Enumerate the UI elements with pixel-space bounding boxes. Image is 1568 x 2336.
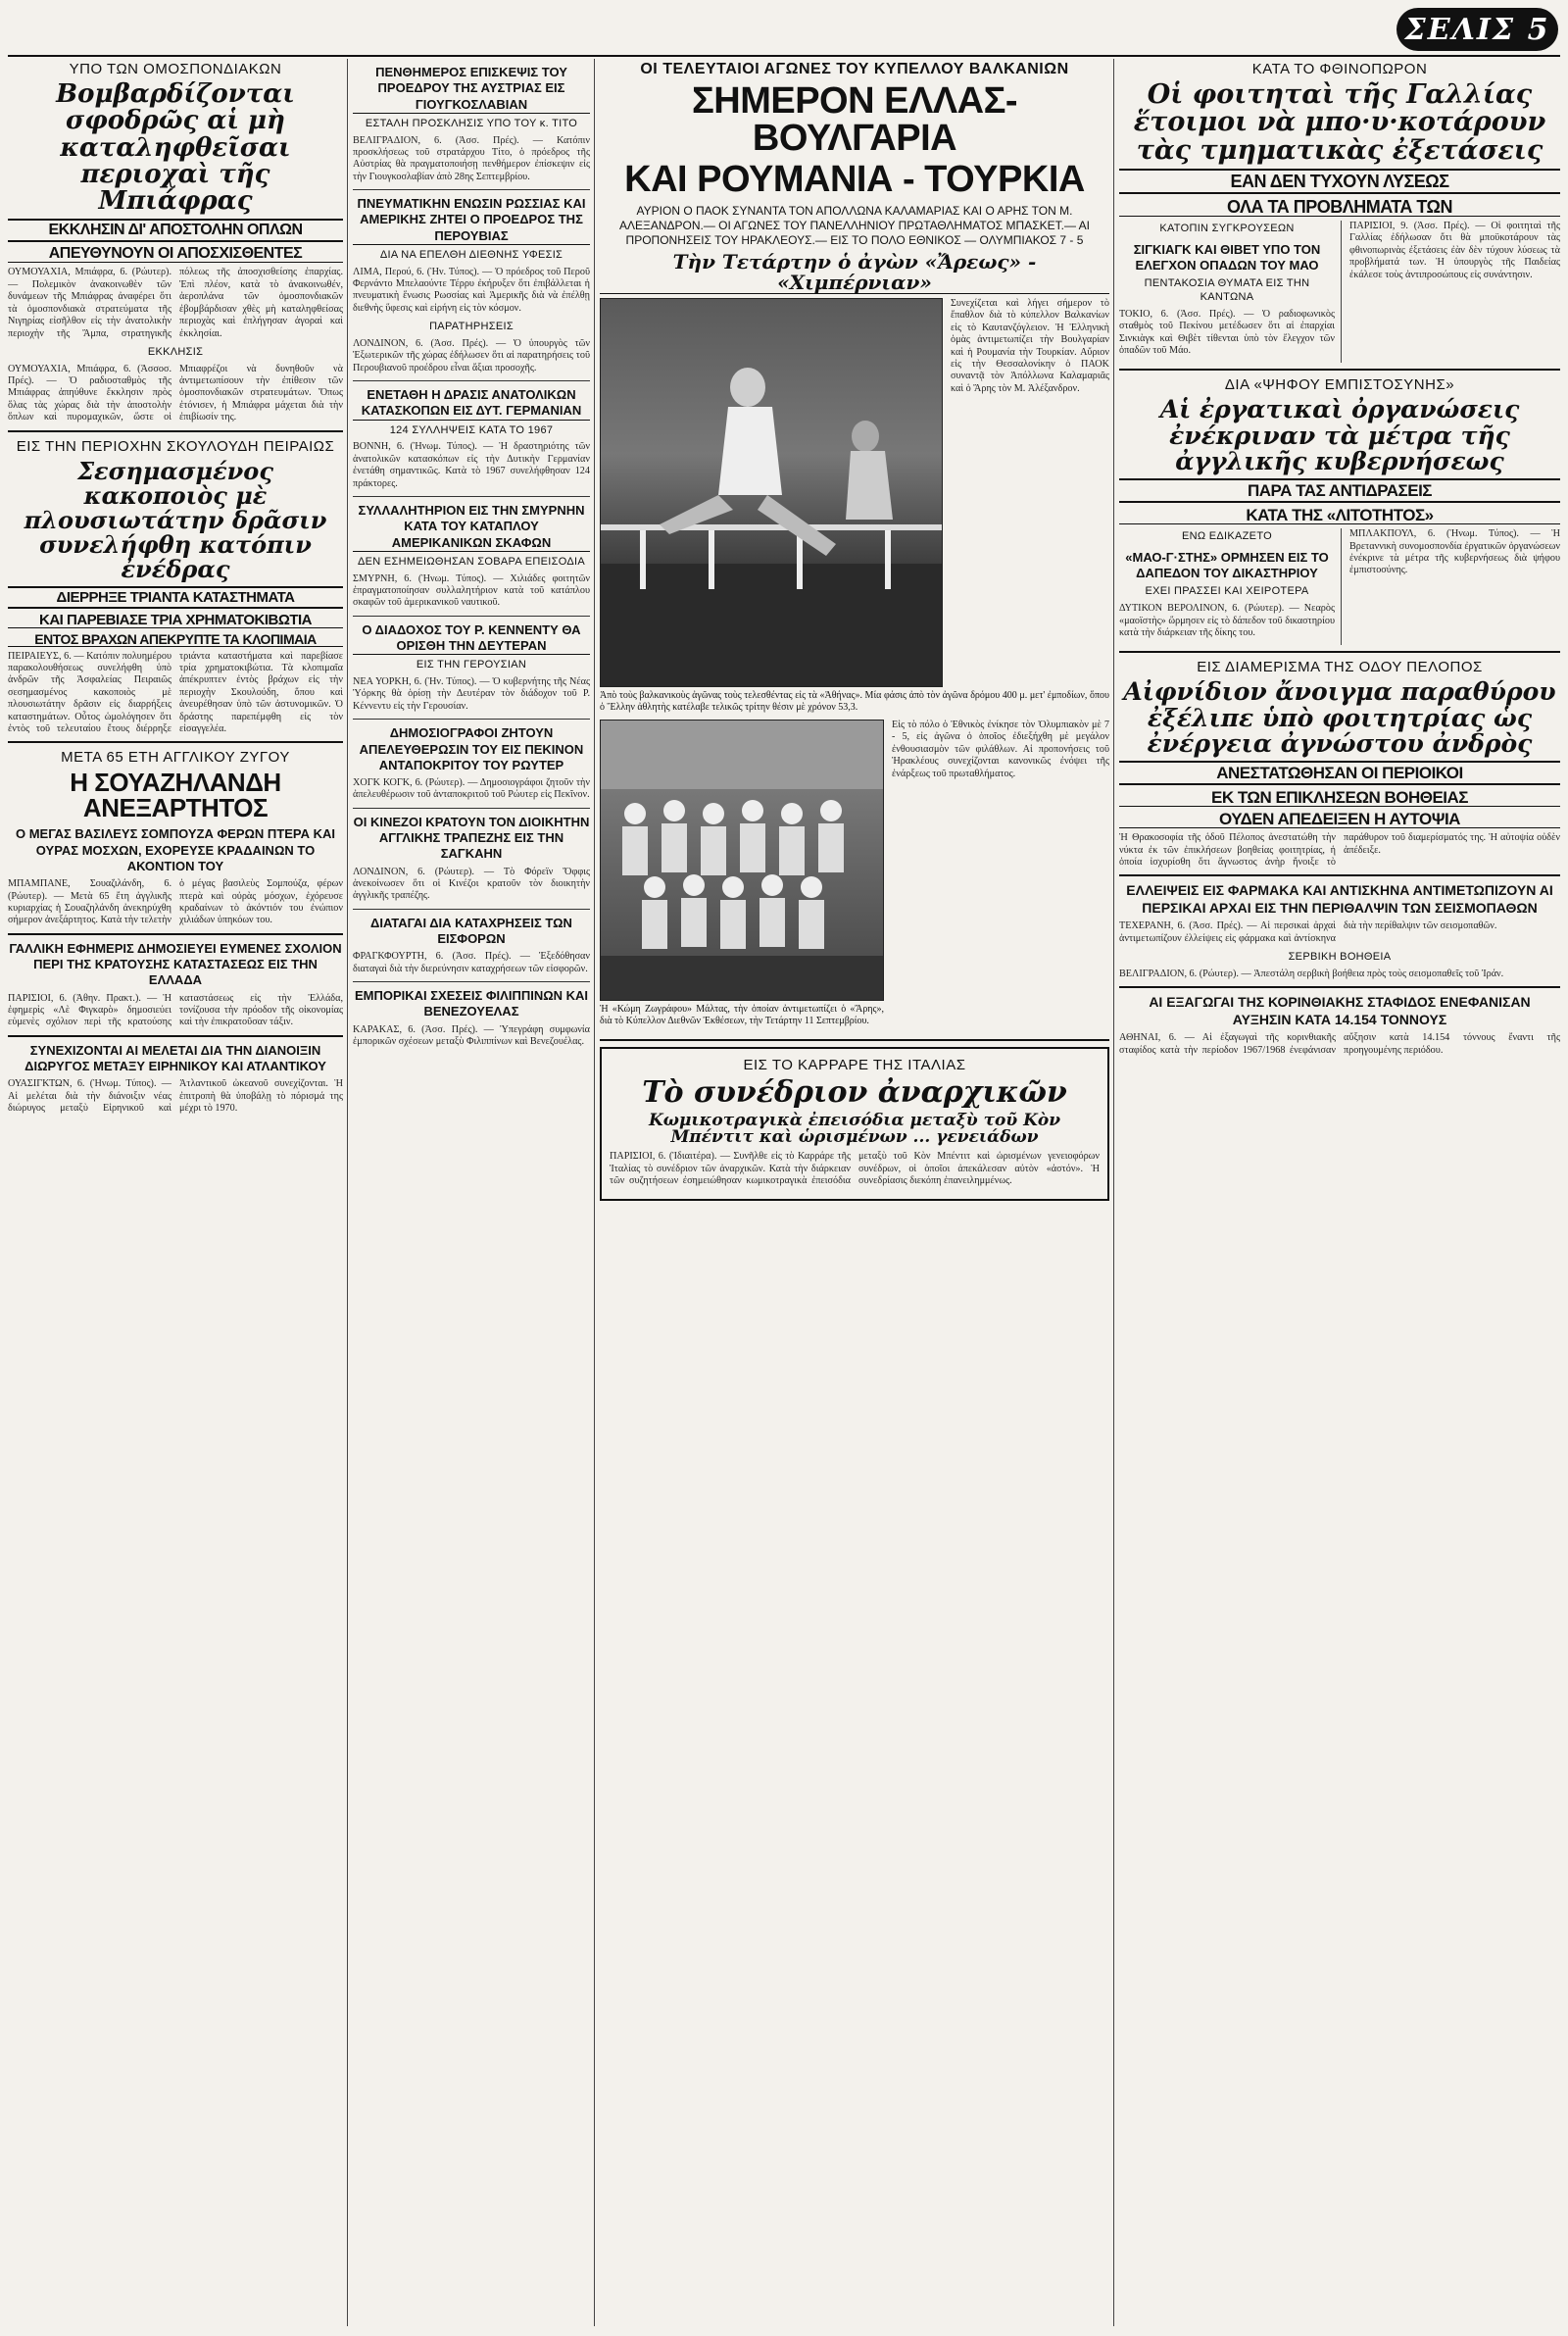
article-labour-body: ΜΠΛΑΚΠΟΥΛ, 6. (Ἡνωμ. Τύπος). — Ἡ Βρεταννικὴ συνομοσπονδία ἐργατικῶν ὀργανώσεων ἐνέκρινε τὰ μέτρα τῆς κυβερνήσεως διὰ ψήφου ἐμπιστοσύνης.: [1349, 528, 1560, 576]
deck-swaziland: Ο ΜΕΓΑΣ ΒΑΣΙΛΕΥΣ ΣΟΜΠΟΥΖΑ ΦΕΡΩΝ ΠΤΕΡΑ ΚΑΙ ΟΥΡΑΣ ΜΟΣΧΩΝ, ΕΧΟΡΕΥΣΕ ΚΡΑΔΑΙΝΩΝ ΤΟ ΑΚΟΝΤΙΟΝ ΤΟΥ: [15, 826, 336, 873]
photo-hurdles-block: [600, 298, 943, 687]
column-1: [8, 59, 343, 2326]
subhead-austria: ΕΣΤΑΛΗ ΠΡΟΣΚΛΗΣΙΣ ΥΠΟ ΤΟΥ κ. ΤΙΤΟ: [365, 117, 578, 129]
photo-malta-team: [600, 720, 884, 1001]
labour-text: [1349, 528, 1560, 645]
article-balkan-body-1: Συνεχίζεται καὶ λήγει σήμερον τὸ ἔπαθλον διὰ τὸ κύπελλον Βαλκανίων εἰς τὸ Καυτανζόγλειον. Ἡ Ἑλληνικὴ ὁμὰς ἀντιμετωπίζει τὴν Βουλγαρίαν καὶ ἡ Ρουμανία τὴν Τουρκίαν. Αὔριον εἰς τὴν Θεσσαλονίκην ὁ ΠΑΟΚ συναντᾷ τὸν Ἀπόλλωνα Καλαμαριᾶς καὶ ὁ Ἄρης τὸν Μ. Ἀλέξανδρον.: [951, 298, 1109, 394]
separator: [353, 909, 590, 910]
team-illustration: [601, 721, 884, 1000]
kicker-window: ΕΙΣ ΔΙΑΜΕΡΙΣΜΑ ΤΗΣ ΟΔΟΥ ΠΕΛΟΠΟΣ: [1197, 659, 1483, 676]
column-rule: [347, 59, 348, 2326]
headline-biafra: Βομβαρδίζονται σφοδρῶς αἱ μὴ καταληφθεῖσαι περιοχαὶ τῆς Μπιάφρας: [56, 79, 295, 217]
headline-spies: ΕΝΕΤΑΘΗ Η ΔΡΑΣΙΣ ΑΝΑΤΟΛΙΚΩΝ ΚΑΤΑΣΚΟΠΩΝ ΕΙΣ ΔΥΤ. ΓΕΡΜΑΝΙΑΝ: [353, 387, 590, 421]
subhead-serbian-aid: ΣΕΡΒΙΚΗ ΒΟΗΘΕΙΑ: [1288, 951, 1392, 964]
article-peru-body: ΛΙΜΑ, Περού, 6. (Ἡν. Τύπος). — Ὁ πρόεδρος τοῦ Περοῦ Φερνάντο Μπελαούντε Τέρρυ ἐκήρυξεν ὅτι ἐπιβάλλεται ἡ πνευματικὴ ἕνωσις Ρωσσίας καὶ Ἀμερικῆς διὰ νὰ ἐπέλθῃ διεθνὴς ὕφεσις καὶ εἰρήνη εἰς τὸν κόσμον.: [353, 266, 590, 314]
separator: [353, 189, 590, 190]
sports-text-bottom: [892, 720, 1109, 1033]
article-trade-body: ΚΑΡΑΚΑΣ, 6. (Ἀσσ. Πρές). — Ὑπεγράφη συμφωνία ἐμπορικῶν σχέσεων μεταξὺ Φιλιππίνων καὶ Βενεζουέλας.: [353, 1023, 590, 1048]
separator: [1119, 369, 1560, 371]
subhead-smyrna: ΔΕΝ ΕΣΗΜΕΙΩΘΗΣΑΝ ΣΟΒΑΡΑ ΕΠΕΙΣΟΔΙΑ: [358, 555, 585, 568]
article-maoist-body: ΔΥΤΙΚΟΝ ΒΕΡΟΛΙΝΟΝ, 6. (Ρώυτερ). — Νεαρὸς «μαοϊστὴς» ὥρμησεν εἰς τὸ δάπεδον τοῦ δικαστηρίου κατὰ τὴν διάρκειαν τῆς δίκης του.: [1119, 603, 1335, 638]
headline-iran: ΕΛΛΕΙΨΕΙΣ ΕΙΣ ΦΑΡΜΑΚΑ ΚΑΙ ΑΝΤΙΣΚΗΝΑ ΑΝΤΙΜΕΤΩΠΙΖΟΥΝ ΑΙ ΠΕΡΣΙΚΑΙ ΑΡΧΑΙ ΕΙΣ ΤΗΝ ΠΕΡΙΘΑΛΨΙΝ ΤΩΝ ΣΕΙΣΜΟΠΑΘΩΝ: [1126, 882, 1553, 916]
subhead-peru: ΔΙΑ ΝΑ ΕΠΕΛΘΗ ΔΙΕΘΝΗΣ ΥΦΕΣΙΣ: [379, 248, 564, 261]
deck-labour-2: ΚΑΤΑ ΤΗΣ «ΛΙΤΟΤΗΤΟΣ»: [1119, 507, 1560, 524]
deck-window-3: ΟΥΔΕΝ ΑΠΕΔΕΙΞΕΝ Η ΑΥΤΟΨΙΑ: [1119, 811, 1560, 828]
students-row: [1119, 221, 1560, 363]
article-serbian-aid-body: ΒΕΛΙΓΡΑΔΙΟΝ, 6. (Ρώυτερ). — Ἀπεστάλη σερβικὴ βοήθεια πρὸς τοὺς σεισμοπαθεῖς τοῦ Ἰράν.: [1119, 968, 1504, 979]
headline-journalists: ΔΗΜΟΣΙΟΓΡΑΦΟΙ ΖΗΤΟΥΝ ΑΠΕΛΕΥΘΕΡΩΣΙΝ ΤΟΥ ΕΙΣ ΠΕΚΙΝΟΝ ΑΝΤΑΠΟΚΡΙΤΟΥ ΤΟΥ ΡΩΥΤΕΡ: [359, 725, 584, 772]
headline-contributions: ΔΙΑΤΑΓΑΙ ΔΙΑ ΚΑΤΑΧΡΗΣΕΙΣ ΤΩΝ ΕΙΣΦΟΡΩΝ: [370, 915, 572, 947]
headline-kennedy: Ο ΔΙΑΔΟΧΟΣ ΤΟΥ Ρ. ΚΕΝΝΕΝΤΥ ΘΑ ΟΡΙΣΘΗ ΤΗΝ ΔΕΥΤΕΡΑΝ: [353, 622, 590, 656]
deck-students-1: ΕΑΝ ΔΕΝ ΤΥΧΟΥΝ ΛΥΣΕΩΣ: [1119, 169, 1560, 194]
photo-hurdles-race: [600, 298, 943, 687]
kicker-maoist: ΕΝΩ ΕΔΙΚΑΖΕΤΟ: [1181, 530, 1272, 543]
caption-hurdles: Ἀπὸ τοὺς βαλκανικοὺς ἀγῶνας τοὺς τελεσθέντας εἰς τὰ «Ἀθήνας». Μία φάσις ἀπὸ τὸν ἀγῶνα δρόμου 400 μ. μετ' ἐμποδίων, ὅπου ὁ Ἕλλην ἀθλητὴς κατέλαβε τελικῶς τρίτην θέσιν μὲ χρόνον 53,3.: [600, 690, 1109, 713]
photo-row-2: [600, 720, 1109, 1033]
deck-students-2: ΟΛΑ ΤΑ ΠΡΟΒΛΗΜΑΤΑ ΤΩΝ: [1119, 198, 1560, 217]
separator: [8, 1035, 343, 1037]
separator: [353, 808, 590, 809]
article-contributions-body: ΦΡΑΓΚΦΟΥΡΤΗ, 6. (Ἀσσ. Πρές). — Ἐξεδόθησαν διαταγαὶ διὰ τὴν διερεύνησιν καταχρήσεων τῶν εἰσφορῶν.: [353, 951, 590, 974]
headline-swaziland: Η ΣΟΥΑΖΗΛΑΝΔΗ ΑΝΕΞΑΡΤΗΤΟΣ: [70, 768, 281, 823]
headline-window: Αἰφνίδιον ἄνοιγμα παραθύρου ἐξέλιπε ὑπὸ φοιτητρίας ὡς ἐνέργεια ἀγνώστου ἀνδρὸς: [1123, 677, 1556, 758]
headline-raisin: ΑΙ ΕΞΑΓΩΓΑΙ ΤΗΣ ΚΟΡΙΝΘΙΑΚΗΣ ΣΤΑΦΙΔΟΣ ΕΝΕΦΑΝΙΣΑΝ ΑΥΞΗΣΙΝ ΚΑΤΑ 14.154 ΤΟΝΝΟΥΣ: [1149, 994, 1531, 1027]
headline-shanghai: ΟΙ ΚΙΝΕΖΟΙ ΚΡΑΤΟΥΝ ΤΟΝ ΔΙΟΙΚΗΤΗΝ ΑΓΓΛΙΚΗΣ ΤΡΑΠΕΖΗΣ ΕΙΣ ΤΗΝ ΣΑΓΚΑΗΝ: [353, 814, 590, 862]
separator: [600, 1039, 1109, 1041]
deck-biafra-1: ΕΚΚΛΗΣΙΝ ΔΙ' ΑΠΟΣΤΟΛΗΝ ΟΠΛΩΝ: [8, 219, 343, 242]
column-4: [1119, 59, 1560, 2326]
caption-malta-team: Ἡ «Κώμη Ζωγράφου» Μάλτας, τὴν ὁποίαν ἀντιμετωπίζει ὁ «Ἄρης», διὰ τὸ Κύπελλον Διεθνῶν Ἐκθέσεων, τὴν Τετάρτην 11 Σεπτεμβρίου.: [600, 1004, 884, 1026]
kicker-biafra: ΥΠΟ ΤΩΝ ΟΜΟΣΠΟΝΔΙΑΚΩΝ: [69, 61, 282, 77]
headline-smyrna: ΣΥΛΛΑΛΗΤΗΡΙΟΝ ΕΙΣ ΤΗΝ ΣΜΥΡΝΗΝ ΚΑΤΑ ΤΟΥ ΚΑΤΑΠΛΟΥ ΑΜΕΡΙΚΑΝΙΚΩΝ ΣΚΑΦΩΝ: [353, 503, 590, 552]
students-text: [1349, 221, 1560, 363]
photo-team-block: [600, 720, 884, 1033]
sports-text-top: [951, 298, 1109, 687]
column-rule: [1113, 59, 1114, 2326]
headline-students: Οἱ φοιτηταὶ τῆς Γαλλίας ἕτοιμοι νὰ μπο·υ·κοτάρουν τὰς τμηματικὰς ἐξετάσεις: [1133, 79, 1546, 166]
article-spies-body: ΒΟΝΝΗ, 6. (Ἡνωμ. Τύπος). — Ἡ δραστηριότης τῶν ἀνατολικῶν κατασκόπων εἰς τὴν Δυτικὴν Γερμανίαν ἐνετάθη σημαντικῶς. Κατὰ τὸ 1967 συνελήφθησαν 124 πράκτορες.: [353, 441, 590, 489]
kicker-balkan-cup: ΟΙ ΤΕΛΕΥΤΑΙΟΙ ΑΓΩΝΕΣ ΤΟΥ ΚΥΠΕΛΛΟΥ ΒΑΛΚΑΝΙΩΝ: [640, 61, 1069, 77]
article-iran-body: ΤΕΧΕΡΑΝΗ, 6. (Ἀσσ. Πρές). — Αἱ περσικαὶ ἀρχαὶ ἀντιμετωπίζουν ἐλλείψεις εἰς φάρμακα καὶ ἀντίσκηνα διὰ τὴν περίθαλψιν τῶν σεισμοπαθῶν.: [1119, 920, 1497, 944]
separator: [353, 496, 590, 497]
separator: [1119, 651, 1560, 653]
page-number-badge: ΣΕΛΙΣ 5: [1396, 8, 1558, 51]
deck-window-1: ΑΝΕΣΤΑΤΩΘΗΣΑΝ ΟΙ ΠΕΡΙΟΙΚΟΙ: [1119, 761, 1560, 785]
kicker-students: ΚΑΤΑ ΤΟ ΦΘΙΝΟΠΩΡΟΝ: [1251, 61, 1428, 77]
subhead-maoist: ΕΧΕΙ ΠΡΑΣΣΕΙ ΚΑΙ ΧΕΙΡΟΤΕΡΑ: [1145, 585, 1309, 598]
deck-biafra-2: ΑΠΕΥΘΥΝΟΥΝ ΟΙ ΑΠΟΣΧΙΣΘΕΝΤΕΣ: [8, 246, 343, 263]
kicker-swaziland: ΜΕΤΑ 65 ΕΤΗ ΑΓΓΛΙΚΟΥ ΖΥΓΟΥ: [61, 749, 290, 767]
article-austria-body: ΒΕΛΙΓΡΑΔΙΟΝ, 6. (Ἀσσ. Πρές). — Κατόπιν προσκλήσεως τοῦ στρατάρχου Τίτο, ὁ πρόεδρος τῆς Αὐστρίας θὰ πραγματοποιήσῃ πενθήμερον ἐπίσκεψιν εἰς τὴν Γιουγκοσλαβίαν ἀπὸ 28ης Σεπτεμβρίου.: [353, 134, 590, 182]
headline-figaro: ΓΑΛΛΙΚΗ ΕΦΗΜΕΡΙΣ ΔΗΜΟΣΙΕΥΕΙ ΕΥΜΕΝΕΣ ΣΧΟΛΙΟΝ ΠΕΡΙ ΤΗΣ ΚΡΑΤΟΥΣΗΣ ΚΑΤΑΣΤΑΣΕΩΣ ΕΙΣ ΤΗΝ ΕΛΛΑΔΑ: [9, 940, 342, 988]
deck-window-2: ΕΚ ΤΩΝ ΕΠΙΚΛΗΣΕΩΝ ΒΟΗΘΕΙΑΣ: [1119, 789, 1560, 807]
deck-piraeus-2: ΚΑΙ ΠΑΡΕΒΙΑΣΕ ΤΡΙΑ ΧΡΗΜΑΤΟΚΙΒΩΤΙΑ: [8, 613, 343, 628]
headline-tibet: ΣΙΓΚΙΑΓΚ ΚΑΙ ΘΙΒΕΤ ΥΠΟ ΤΟΝ ΕΛΕΓΧΟΝ ΟΠΑΔΩΝ ΤΟΥ ΜΑΟ: [1133, 241, 1321, 273]
deck-piraeus-3: ΕΝΤΟΣ ΒΡΑΧΩΝ ΑΠΕΚΡΥΠΤΕ ΤΑ ΚΛΟΠΙΜΑΙΑ: [8, 632, 343, 647]
headline-canal: ΣΥΝΕΧΙΖΟΝΤΑΙ ΑΙ ΜΕΛΕΤΑΙ ΔΙΑ ΤΗΝ ΔΙΑΝΟΙΞΙΝ ΔΙΩΡΥΓΟΣ ΜΕΤΑΞΥ ΕΙΡΗΝΙΚΟΥ ΚΑΙ ΑΤΛΑΝΤΙΚΟΥ: [24, 1042, 326, 1074]
kicker-labour: ΔΙΑ «ΨΗΦΟΥ ΕΜΠΙΣΤΟΣΥΝΗΣ»: [1224, 376, 1455, 394]
deck-piraeus-1: ΔΙΕΡΡΗΞΕ ΤΡΙΑΝΤΑ ΚΑΤΑΣΤΗΜΑΤΑ: [8, 586, 343, 609]
headline-piraeus: Σεσημασμένος κακοποιὸς μὲ πλουσιωτάτην δρᾶσιν συνελήφθη κατόπιν ἐνέδρας: [24, 456, 327, 584]
article-raisin-body: ΑΘΗΝΑΙ, 6. — Αἱ ἐξαγωγαὶ τῆς κορινθιακῆς σταφίδος κατὰ τὴν περίοδον 1967/1968 ἐνεφάνισαν αὔξησιν κατὰ 14.154 τόννους ἔναντι τῆς προηγουμένης περιόδου.: [1119, 1032, 1560, 1056]
article-balkan-body-2: Εἰς τὸ πόλο ὁ Ἐθνικὸς ἐνίκησε τὸν Ὀλυμπιακὸν μὲ 7 - 5, εἰς ἀγῶνα ὁ ὁποῖος ἐδιεξήχθη μὲ μεγάλον ἐνθουσιασμὸν τῶν φιλάθλων. Αἱ προπονήσεις τοῦ Ἡρακλέους συνεχίζονται κανονικῶς ἐνόψει τῆς ἐνάρξεως τοῦ πρωταθλήματος.: [892, 720, 1109, 779]
separator: [1119, 874, 1560, 876]
masthead-rule: [8, 55, 1560, 57]
headline-maoist: «ΜΑΟ-Γ·ΣΤΗΣ» ΟΡΜΗΣΕΝ ΕΙΣ ΤΟ ΔΑΠΕΔΟΝ ΤΟΥ ΔΙΚΑΣΤΗΡΙΟΥ: [1125, 549, 1329, 581]
subhead-paratiriseis: ΠΑΡΑΤΗΡΗΣΕΙΣ: [429, 321, 514, 333]
kicker-tibet: ΚΑΤΟΠΙΝ ΣΥΓΚΡΟΥΣΕΩΝ: [1159, 223, 1295, 235]
separator: [8, 430, 343, 432]
article-canal-body: ΟΥΑΣΙΓΚΤΩΝ, 6. (Ἡνωμ. Τύπος). — Αἱ μελέται διὰ τὴν διάνοιξιν νέας διώρυγος μεταξὺ Εἰρηνικοῦ καὶ Ἀτλαντικοῦ ὠκεανοῦ συνεχίζονται. Ἡ ἐπιτροπὴ θὰ ὑποβάλῃ τὸ πόρισμά της μέχρι τὸ 1970.: [8, 1078, 343, 1115]
article-shanghai-body: ΛΟΝΔΙΝΟΝ, 6. (Ρώυτερ). — Τὸ Φόρεϊν Ὄφφις ἀνεκοίνωσεν ὅτι οἱ Κινέζοι κρατοῦν τὸν διοικητὴν ἀγγλικῆς τραπέζης.: [353, 866, 590, 902]
article-tibet-body: ΤΟΚΙΟ, 6. (Ἀσσ. Πρές). — Ὁ ραδιοφωνικὸς σταθμὸς τοῦ Πεκίνου μετέδωσεν ὅτι αἱ ἐπαρχίαι Σινκιὰγκ καὶ Θιβὲτ τίθενται ὑπὸ τὸν ἔλεγχον τῶν ὀπαδῶν τοῦ Μάο.: [1119, 308, 1335, 356]
separator: [1119, 986, 1560, 988]
article-journalists-body: ΧΟΓΚ ΚΟΓΚ, 6. (Ρώυτερ). — Δημοσιογράφοι ζητοῦν τὴν ἀπελευθέρωσιν τοῦ ἀνταποκριτοῦ τοῦ Ρώυτερ εἰς Πεκῖνον.: [353, 777, 590, 801]
headline-austria: ΠΕΝΘΗΜΕΡΟΣ ΕΠΙΣΚΕΨΙΣ ΤΟΥ ΠΡΟΕΔΡΟΥ ΤΗΣ ΑΥΣΤΡΙΑΣ ΕΙΣ ΓΙΟΥΓΚΟΣΛΑΒΙΑΝ: [353, 65, 590, 114]
article-kennedy-body: ΝΕΑ ΥΟΡΚΗ, 6. (Ἡν. Τύπος). — Ὁ κυβερνήτης τῆς Νέας Ὑόρκης θὰ ὁρίσῃ τὴν Δευτέραν τὸν διάδοχον τοῦ Ρ. Κέννεντυ εἰς τὴν Γερουσίαν.: [353, 676, 590, 712]
deck-balkan: ΑΥΡΙΟΝ Ο ΠΑΟΚ ΣΥΝΑΝΤΑ ΤΟΝ ΑΠΟΛΛΩΝΑ ΚΑΛΑΜΑΡΙΑΣ ΚΑΙ Ο ΑΡΗΣ ΤΟΝ Μ. ΑΛΕΞΑΝΔΡΟΝ.— ΟΙ ΑΓΩΝΕΣ ΤΟΥ ΠΑΝΕΛΛΗΝΙΟΥ ΠΡΩΤΑΘΛΗΜΑΤΟΣ ΜΠΑΣΚΕΤ.— ΑΙ ΠΡΟΠΟΝΗΣΕΙΣ ΤΟΥ ΗΡΑΚΛΕΟΥΣ.— ΕΙΣ ΤΟ ΠΟΛΟ ΕΘΝΙΚΟΣ — ΟΛΥΜΠΙΑΚΟΣ 7 - 5: [619, 204, 1090, 247]
article-swaziland-body: ΜΠΑΜΠΑΝΕ, Σουαζιλάνδη, 6. (Ρώυτερ). — Μετὰ 65 ἔτη ἀγγλικῆς κυριαρχίας ἡ Σουαζηλάνδη ἀνεκηρύχθη σήμερον ἀνεξάρτητος. Κατὰ τὴν τελετὴν ὁ μέγας βασιλεὺς Σομπούζα, φέρων πτερὰ καὶ οὐρὰς μόσχων, ἐχόρευσε κραδαίνων τὸ ἀκόντιόν του ἐνώπιον χιλιάδων ὑπηκόων του.: [8, 878, 343, 926]
article-smyrna-body: ΣΜΥΡΝΗ, 6. (Ἡνωμ. Τύπος). — Χιλιάδες φοιτητῶν ἐπραγματοποίησαν συλλαλητήριον κατὰ τοῦ κατάπλου σκαφῶν τοῦ ἀμερικανικοῦ ναυτικοῦ.: [353, 572, 590, 609]
article-peru-remarks: ΛΟΝΔΙΝΟΝ, 6. (Ἀσσ. Πρές). — Ὁ ὑπουργὸς τῶν Ἐξωτερικῶν τῆς χώρας ἐδήλωσεν ὅτι αἱ παρατηρήσεις τοῦ Περουβιανοῦ προέδρου εἶναι ἄξιαι προσοχῆς.: [353, 338, 590, 373]
subhead-tibet: ΠΕΝΤΑΚΟΣΙΑ ΘΥΜΑΤΑ ΕΙΣ ΤΗΝ ΚΑΝΤΩΝΑ: [1144, 277, 1310, 304]
labour-row: [1119, 528, 1560, 645]
kicker-piraeus: ΕΙΣ ΤΗΝ ΠΕΡΙΟΧΗΝ ΣΚΟΥΛΟΥΔΗ ΠΕΙΡΑΙΩΣ: [16, 437, 335, 455]
separator: [8, 741, 343, 743]
article-anarchists-body: ΠΑΡΙΣΙΟΙ, 6. (Ἰδιαιτέρα). — Συνῆλθε εἰς τὸ Καρράρε τῆς Ἰταλίας τὸ συνέδριον τῶν ἀναρχικῶν. Κατὰ τὴν διάρκειαν τῶν συζητήσεων ἐσημειώθησαν κωμικοτραγικὰ ἐπεισόδια μεταξὺ τοῦ Κὸν Μπέντιτ καὶ ὡρισμένων γενειοφόρων συνέδρων, οἱ ὁποῖοι ἀπεκάλεσαν αὐτὸν «ἀστόν». Ἡ συνεδρίασις διεκόπη ἐπανειλημμένως.: [610, 1151, 1100, 1186]
deck-labour-1: ΠΑΡΑ ΤΑΣ ΑΝΤΙΔΡΑΣΕΙΣ: [1119, 478, 1560, 503]
sidebar-maoist: [1119, 528, 1342, 645]
headline-anarchists: Τὸ συνέδριον ἀναρχικῶν: [642, 1075, 1067, 1110]
separator: [8, 933, 343, 935]
column-2: [353, 59, 590, 2326]
headline-trade: ΕΜΠΟΡΙΚΑΙ ΣΧΕΣΕΙΣ ΦΙΛΙΠΠΙΝΩΝ ΚΑΙ ΒΕΝΕΖΟΥΕΛΑΣ: [354, 988, 589, 1019]
separator: [353, 981, 590, 982]
headline-greece-bulgaria: ΣΗΜΕΡΟΝ ΕΛΛΑΣ-ΒΟΥΛΓΑΡΙΑ: [691, 80, 1018, 159]
subhead-kennedy: ΕΙΣ ΤΗΝ ΓΕΡΟΥΣΙΑΝ: [416, 659, 527, 671]
article-piraeus-body: ΠΕΙΡΑΙΕΥΣ, 6. — Κατόπιν πολυημέρου παρακολουθήσεως συνελήφθη ὑπὸ ἀνδρῶν τῆς Ἀσφαλείας Πειραιῶς σεσημασμένος κακοποιὸς μὲ πλουσιωτάτην δρᾶσιν εἰς διαρρήξεις καταστημάτων. Οὗτος ὡμολόγησεν ὅτι ἐντὸς τοῦ τελευταίου ἔτους διέρρηξε τριάντα καταστήματα καὶ παρεβίασε τρία χρηματοκιβώτια. Τὰ κλοπιμαῖα ἀπέκρυπτεν ἐντὸς βράχων εἰς τὴν περιοχὴν Σκουλούδη, ὅπου καὶ ἀνευρέθησαν ὑπὸ τῶν ἀστυνομικῶν. Ὁ δράστης παρεπέμφθη εἰς τὸν εἰσαγγελέα.: [8, 650, 343, 735]
article-biafra-body: ΟΥΜΟΥΑΧΙΑ, Μπιάφρα, 6. (Ρώυτερ). — Πολεμικὸν ἀνακοινωθὲν τῶν δυνάμεων τῆς Μπιάφρας ἀναφέρει ὅτι τὰ ὁμοσπονδιακὰ στρατεύματα τῆς Νιγηρίας εἰσῆλθον εἰς τὴν ἀνατολικὴν περιοχὴν τῆς Ἄμπα, στρατηγικῆς πόλεως τῆς ἀποσχισθείσης ἐπαρχίας. Ἐπὶ πλέον, κατὰ τὸ ἀνακοινωθέν, ἀεροπλάνα τῶν ὁμοσπονδιακῶν ἐβομβάρδισαν χθὲς μὴ καταληφθείσας περιοχὰς καὶ ἐπλήγησαν ἀγοραὶ καὶ ἐκκλησίαι.: [8, 267, 343, 339]
article-biafra-appeal: ΟΥΜΟΥΑΧΙΑ, Μπιάφρα, 6. (Ἀσσοσ. Πρές). — Ὁ ραδιοσταθμὸς τῆς Μπιάφρας ἀπηύθυνε ἔκκλησιν πρὸς ὅλας τὰς χώρας διὰ τὴν ἀποστολὴν ὅπλων καὶ πυρομαχικῶν, ὥστε οἱ Μπιαφρέζοι νὰ δυνηθοῦν νὰ ἀντιμετωπίσουν τὴν ἐπίθεσιν τῶν ὁμοσπονδιακῶν στρατευμάτων. Ὅπως ἐτόνισεν, ἡ Μπιάφρα μάχεται διὰ τὴν ἐπιβίωσίν της.: [8, 363, 343, 423]
headline-peru: ΠΝΕΥΜΑΤΙΚΗΝ ΕΝΩΣΙΝ ΡΩΣΣΙΑΣ ΚΑΙ ΑΜΕΡΙΚΗΣ ΖΗΤΕΙ Ο ΠΡΟΕΔΡΟΣ ΤΗΣ ΠΕΡΟΥΒΙΑΣ: [353, 196, 590, 245]
column-3-sports: [600, 59, 1109, 2326]
subhead-spies: 124 ΣΥΛΛΗΨΕΙΣ ΚΑΤΑ ΤΟ 1967: [389, 423, 554, 436]
separator: [353, 616, 590, 617]
separator: [353, 380, 590, 381]
subhead-ares-hibernian: Τὴν Τετάρτην ὁ ἀγὼν «Ἄρεως» - «Χιμπέρνιαν»: [600, 252, 1109, 294]
subhead-ekklisis: ΕΚΚΛΗΣΙΣ: [147, 345, 204, 358]
article-window-body: Ἡ Θρακοσοφία τῆς ὁδοῦ Πέλοπος ἀνεστατώθη τὴν νύκτα ἐκ τῶν ἐπικλήσεων βοηθείας φοιτητρίας, ἡ ὁποία ἰσχυρίσθη ὅτι ἄγνωστος ἀνὴρ ἤνοιξε τὸ παράθυρον τοῦ διαμερίσματός της. Ἡ αὐτοψία οὐδὲν ἀπέδειξε.: [1119, 832, 1560, 868]
sidebar-tibet: [1119, 221, 1342, 363]
hurdlers-illustration: [601, 299, 943, 686]
column-rule: [594, 59, 595, 2326]
deck-anarchists: Κωμικοτραγικὰ ἐπεισόδια μεταξὺ τοῦ Κὸν Μπέντιτ καὶ ὡρισμένων ... γενειάδων: [649, 1110, 1060, 1148]
separator: [353, 719, 590, 720]
headline-labour: Αἱ ἐργατικαὶ ὀργανώσεις ἐνέκριναν τὰ μέτρα τῆς ἀγγλικῆς κυβερνήσεως: [1159, 395, 1520, 475]
photo-row: [600, 298, 1109, 687]
article-students-body: ΠΑΡΙΣΙΟΙ, 9. (Ἀσσ. Πρές). — Οἱ φοιτηταὶ τῆς Γαλλίας ἐδήλωσαν ὅτι θὰ μποϋκοτάρουν τὰς φθινοπωρινὰς ἐξετάσεις ἐὰν δὲν τύχουν λύσεως τὰ προβλήματά των. Ἡ ὑπουργὸς τῆς Παιδείας ἐκάλεσε τοὺς ἀντιπροσώπους εἰς συνάντησιν.: [1349, 221, 1560, 280]
headline-romania-turkey: ΚΑΙ ΡΟΥΜΑΝΙΑ - ΤΟΥΡΚΙΑ: [624, 159, 1085, 200]
article-figaro-body: ΠΑΡΙΣΙΟΙ, 6. (Ἀθην. Πρακτ.). — Ἡ ἐφημερὶς «Λὲ Φιγκαρὸ» δημοσιεύει εὐμενὲς σχόλιον περὶ τῆς κρατούσης καταστάσεως εἰς τὴν Ἑλλάδα, τονίζουσα τὴν πρόοδον τῆς οἰκονομίας καὶ τὴν ἐπικρατοῦσαν τάξιν.: [8, 992, 343, 1028]
box-anarchists: [600, 1047, 1109, 1201]
kicker-carrara: ΕΙΣ ΤΟ ΚΑΡΡΑΡΕ ΤΗΣ ΙΤΑΛΙΑΣ: [743, 1057, 966, 1073]
